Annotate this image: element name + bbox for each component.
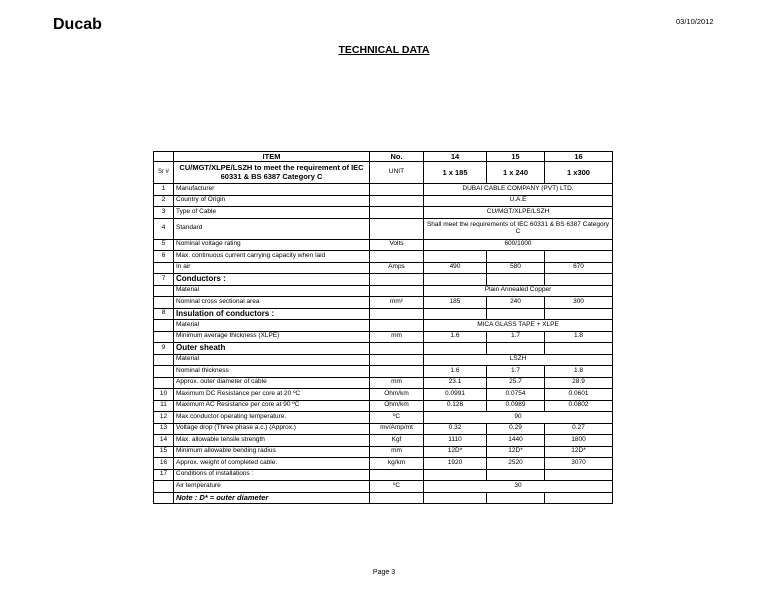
row-unit [370,343,424,355]
table-row [154,389,613,401]
table-row [154,458,613,470]
table-row [154,400,613,412]
row-value-15: 2520 [487,458,545,470]
row-item: Max. continuous current carrying capacity when laid [174,251,370,263]
row-cell [487,308,545,320]
table-row [154,492,613,504]
row-value-14: 1920 [424,458,487,470]
row-value-15: 240 [487,297,545,309]
table-row [154,343,613,355]
table-row [154,481,613,493]
brand-logo-text: Ducab [53,16,102,33]
row-unit [370,366,424,378]
header-col-16: 16 [545,152,613,162]
row-sr [154,366,174,378]
row-item: Max.conductor operating temperature. [174,412,370,424]
row-item: Material [174,320,370,332]
row-item: Maximum AC Resistance per core at 90 ºC [174,400,370,412]
row-value: LSZH [424,354,613,366]
table-row [154,297,613,309]
row-item: Conditions of installations : [174,469,370,481]
header-blank [154,152,174,162]
row-unit: mm [370,446,424,458]
row-value-14: 1.6 [424,331,487,343]
size-col-15: 1 x 240 [487,162,545,184]
row-item: In air [174,262,370,274]
row-value-16: 300 [545,297,613,309]
row-cell [424,492,487,504]
row-unit [370,354,424,366]
row-value: 600/1000 [424,239,613,251]
row-item: Material [174,354,370,366]
row-sr: 13 [154,423,174,435]
row-sr: 14 [154,435,174,447]
row-value-15: 0.0989 [487,400,545,412]
row-unit: mm² [370,297,424,309]
row-item: Air temperature [174,481,370,493]
row-value-15: 0.0754 [487,389,545,401]
row-value-14: 1110 [424,435,487,447]
row-item: Nominal thickness [174,366,370,378]
page-title [0,44,768,56]
row-value-16: 28.9 [545,377,613,389]
table-row [154,320,613,332]
row-unit: Ohm/km [370,400,424,412]
table-note: Note : D* = outer diameter [174,492,370,504]
row-cell [545,274,613,286]
row-item: Minimum allowable bending radius [174,446,370,458]
row-unit [370,469,424,481]
row-value-16: 1.8 [545,366,613,378]
row-cell [545,343,613,355]
row-cell [545,492,613,504]
row-item: Maximum DC Resistance per core at 20 ºC [174,389,370,401]
row-cell [424,251,487,263]
table-row [154,195,613,207]
row-value-14: 0.128 [424,400,487,412]
row-value-14: 490 [424,262,487,274]
row-item: Voltage drop (Three phase a.c.) (Approx.) [174,423,370,435]
table-row [154,377,613,389]
row-value-16: 0.0601 [545,389,613,401]
row-value: Shall meet the requirements of IEC 60331 & BS 6387 Category C [424,218,613,239]
table-row [154,366,613,378]
row-sr [154,320,174,332]
row-value-16: 1800 [545,435,613,447]
row-sr [154,481,174,493]
row-cell [487,469,545,481]
row-sr [154,331,174,343]
row-value: 30 [424,481,613,493]
row-cell [424,274,487,286]
row-item: Nominal cross sectional area [174,297,370,309]
row-cell [545,251,613,263]
table-row [154,274,613,286]
table-row [154,207,613,219]
row-sr: 9 [154,343,174,355]
row-cell [545,308,613,320]
row-value-15: 0.29 [487,423,545,435]
row-unit: mv/Amp/mt [370,423,424,435]
row-unit [370,218,424,239]
row-value-14: 185 [424,297,487,309]
row-item: Manufacturer [174,184,370,196]
table-row [154,262,613,274]
row-item: Max. allowable tensile strength [174,435,370,447]
section-heading: Insulation of conductors : [174,308,370,320]
table-row [154,331,613,343]
row-unit [370,308,424,320]
table-row [154,435,613,447]
row-sr: 16 [154,458,174,470]
document-date: 03/10/2012 [676,17,714,26]
row-sr: 12 [154,412,174,424]
row-sr [154,262,174,274]
row-unit: mm [370,331,424,343]
technical-data-table [153,151,613,504]
header-col-15: 15 [487,152,545,162]
table-row [154,285,613,297]
row-value: 90 [424,412,613,424]
row-cell [424,343,487,355]
row-sr: 2 [154,195,174,207]
row-item: Nominal voltage rating [174,239,370,251]
row-unit [370,195,424,207]
row-unit [370,184,424,196]
row-unit: Volts [370,239,424,251]
row-item: Standard [174,218,370,239]
row-unit: mm [370,377,424,389]
row-value: Plain Annealed Copper [424,285,613,297]
row-sr: 5 [154,239,174,251]
row-unit: Amps [370,262,424,274]
sr-label: Sr # [154,162,174,184]
table-row [154,251,613,263]
row-value-14: 0.0991 [424,389,487,401]
row-cell [487,343,545,355]
row-sr: 6 [154,251,174,263]
row-sr: 7 [154,274,174,286]
row-cell [487,251,545,263]
table-row [154,423,613,435]
row-value-14: 12D* [424,446,487,458]
table-row [154,446,613,458]
header-item: ITEM [174,152,370,162]
row-sr [154,492,174,504]
table-row [154,239,613,251]
section-heading: Conductors : [174,274,370,286]
row-unit: kg/km [370,458,424,470]
row-value-16: 1.8 [545,331,613,343]
row-sr: 10 [154,389,174,401]
row-sr [154,354,174,366]
table-row [154,354,613,366]
row-value-16: 12D* [545,446,613,458]
row-sr: 3 [154,207,174,219]
row-sr [154,377,174,389]
table-row [154,184,613,196]
row-value-15: 1.7 [487,331,545,343]
row-sr: 17 [154,469,174,481]
row-cell [545,469,613,481]
header-col-14: 14 [424,152,487,162]
row-sr: 8 [154,308,174,320]
row-sr: 15 [154,446,174,458]
row-sr: 4 [154,218,174,239]
row-cell [424,469,487,481]
row-unit [370,285,424,297]
row-item: Approx. weight of completed cable. [174,458,370,470]
row-unit [370,492,424,504]
row-value-16: 0.0802 [545,400,613,412]
table-row [154,218,613,239]
row-value-16: 670 [545,262,613,274]
row-value: CU/MGT/XLPE/LSZH [424,207,613,219]
row-item: Minimum average thickness (XLPE) [174,331,370,343]
row-unit: Kgf [370,435,424,447]
row-item: Material [174,285,370,297]
row-unit: ºC [370,481,424,493]
size-col-16: 1 x300 [545,162,613,184]
row-sr [154,297,174,309]
row-unit [370,207,424,219]
row-unit [370,274,424,286]
table-row [154,469,613,481]
unit-label: UNIT [370,162,424,184]
row-value-15: 12D* [487,446,545,458]
row-value-15: 1440 [487,435,545,447]
page-number: Page 3 [372,569,396,576]
row-sr [154,285,174,297]
row-unit: Ohm/km [370,389,424,401]
row-value-15: 1.7 [487,366,545,378]
row-cell [424,308,487,320]
row-cell [487,274,545,286]
size-col-14: 1 x 185 [424,162,487,184]
row-value-16: 0.27 [545,423,613,435]
row-item: Approx. outer diameter of cable [174,377,370,389]
row-value-14: 1.6 [424,366,487,378]
cable-description: CU/MGT/XLPE/LSZH to meet the requirement of IEC 60331 & BS 6387 Category C [174,162,370,184]
row-sr: 11 [154,400,174,412]
row-value-15: 580 [487,262,545,274]
row-value: U.A.E [424,195,613,207]
row-value-14: 23.1 [424,377,487,389]
row-item: Type of Cable [174,207,370,219]
table-row [154,308,613,320]
section-heading: Outer sheath [174,343,370,355]
table-header-row [154,152,613,162]
row-unit [370,251,424,263]
row-unit: ºC [370,412,424,424]
row-value-15: 25.7 [487,377,545,389]
row-unit [370,320,424,332]
row-value-14: 0.32 [424,423,487,435]
header-no: No. [370,152,424,162]
row-value: MICA GLASS TAPE + XLPE [424,320,613,332]
page-title-text: TECHNICAL DATA [338,44,430,56]
table-row [154,412,613,424]
row-cell [487,492,545,504]
row-item: Country of Origin [174,195,370,207]
row-value: DUBAI CABLE COMPANY (PVT) LTD. [424,184,613,196]
row-sr: 1 [154,184,174,196]
table-subheader-row [154,162,613,184]
row-value-16: 3070 [545,458,613,470]
